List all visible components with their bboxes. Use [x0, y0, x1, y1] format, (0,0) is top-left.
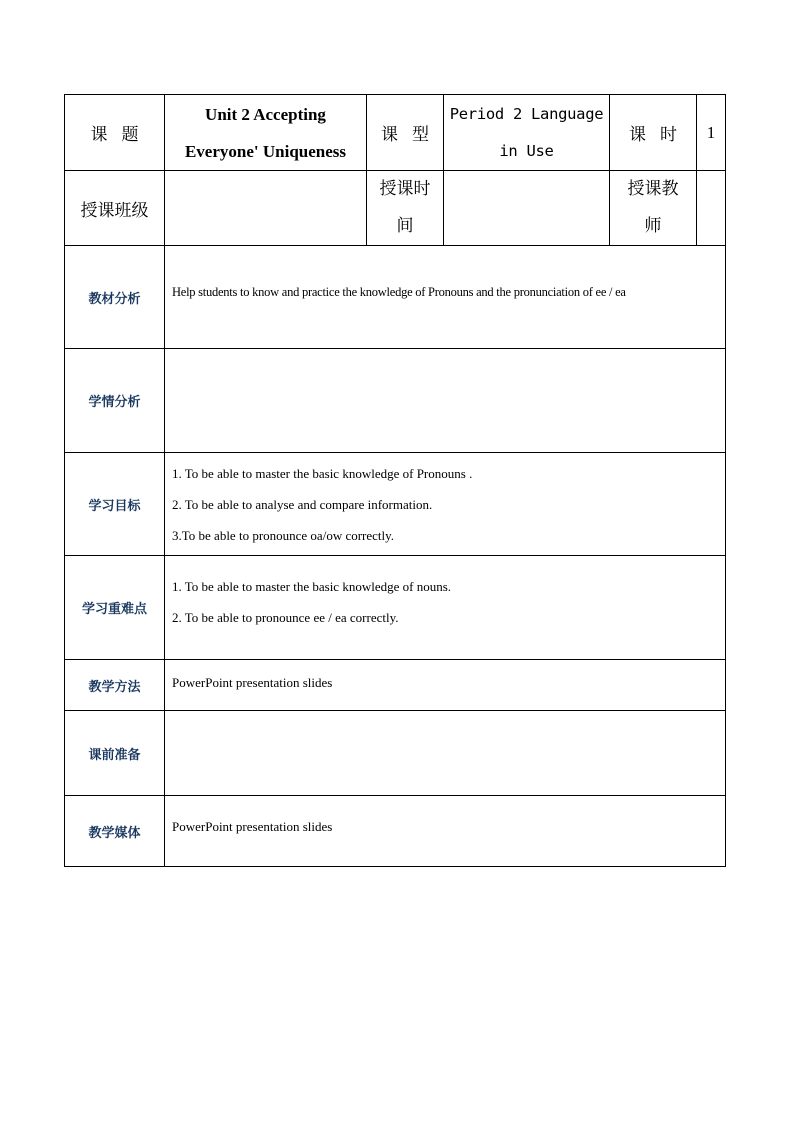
materials-label: 教材分析 [65, 246, 165, 349]
time-value [444, 171, 610, 246]
type-label: 课型 [367, 95, 444, 171]
key-point-line: 1. To be able to master the basic knowledge of nouns. [172, 578, 452, 594]
key-point-line: 2. To be able to pronounce ee / ea correctly. [172, 609, 399, 625]
materials-content [165, 246, 726, 349]
row-preparation [65, 711, 726, 796]
row-key-points [65, 556, 726, 660]
objective-line: 1. To be able to master the basic knowledge of Pronouns . [172, 465, 473, 481]
row-learners [65, 349, 726, 453]
methods-label: 教学方法 [65, 660, 165, 711]
topic-line: Everyone' Uniqueness [184, 141, 347, 161]
key-points-content [165, 556, 726, 660]
row-objectives [65, 453, 726, 556]
class-value [165, 171, 367, 246]
hours-label: 课时 [610, 95, 697, 171]
key-points-label: 学习重难点 [65, 556, 165, 660]
time-label-line: 间 [396, 216, 414, 236]
teacher-label-line: 授课教 [627, 179, 679, 199]
media-line: PowerPoint presentation slides [172, 819, 333, 834]
teacher-label [610, 171, 697, 246]
teacher-value [697, 171, 726, 246]
media-content [165, 796, 726, 867]
methods-content [165, 660, 726, 711]
time-label-line: 授课时 [379, 179, 431, 199]
time-label [367, 171, 444, 246]
row-media [65, 796, 726, 867]
row-materials [65, 246, 726, 349]
hours-value: 1 [697, 95, 726, 171]
preparation-content [165, 711, 726, 796]
topic-value [165, 95, 367, 171]
header-row-class [65, 171, 726, 246]
objectives-content [165, 453, 726, 556]
objectives-label: 学习目标 [65, 453, 165, 556]
class-label: 授课班级 [65, 171, 165, 246]
objective-line: 3.To be able to pronounce oa/ow correctly. [172, 527, 395, 543]
media-label: 教学媒体 [65, 796, 165, 867]
methods-line: PowerPoint presentation slides [172, 674, 333, 690]
type-value [444, 95, 610, 171]
type-line: Period 2 Language [449, 104, 604, 123]
materials-line: Help students to know and practice the knowledge of Pronouns and the pronunciation of ee / ea [172, 285, 626, 299]
topic-line: Unit 2 Accepting [205, 104, 326, 124]
row-methods [65, 660, 726, 711]
preparation-label: 课前准备 [65, 711, 165, 796]
header-row-topic [65, 95, 726, 171]
type-line: in Use [499, 141, 554, 160]
objective-line: 2. To be able to analyse and compare information. [172, 496, 433, 512]
lesson-plan-table [64, 94, 726, 867]
topic-label: 课题 [65, 95, 165, 171]
learners-label: 学情分析 [65, 349, 165, 453]
learners-content [165, 349, 726, 453]
teacher-label-line: 师 [644, 216, 662, 236]
